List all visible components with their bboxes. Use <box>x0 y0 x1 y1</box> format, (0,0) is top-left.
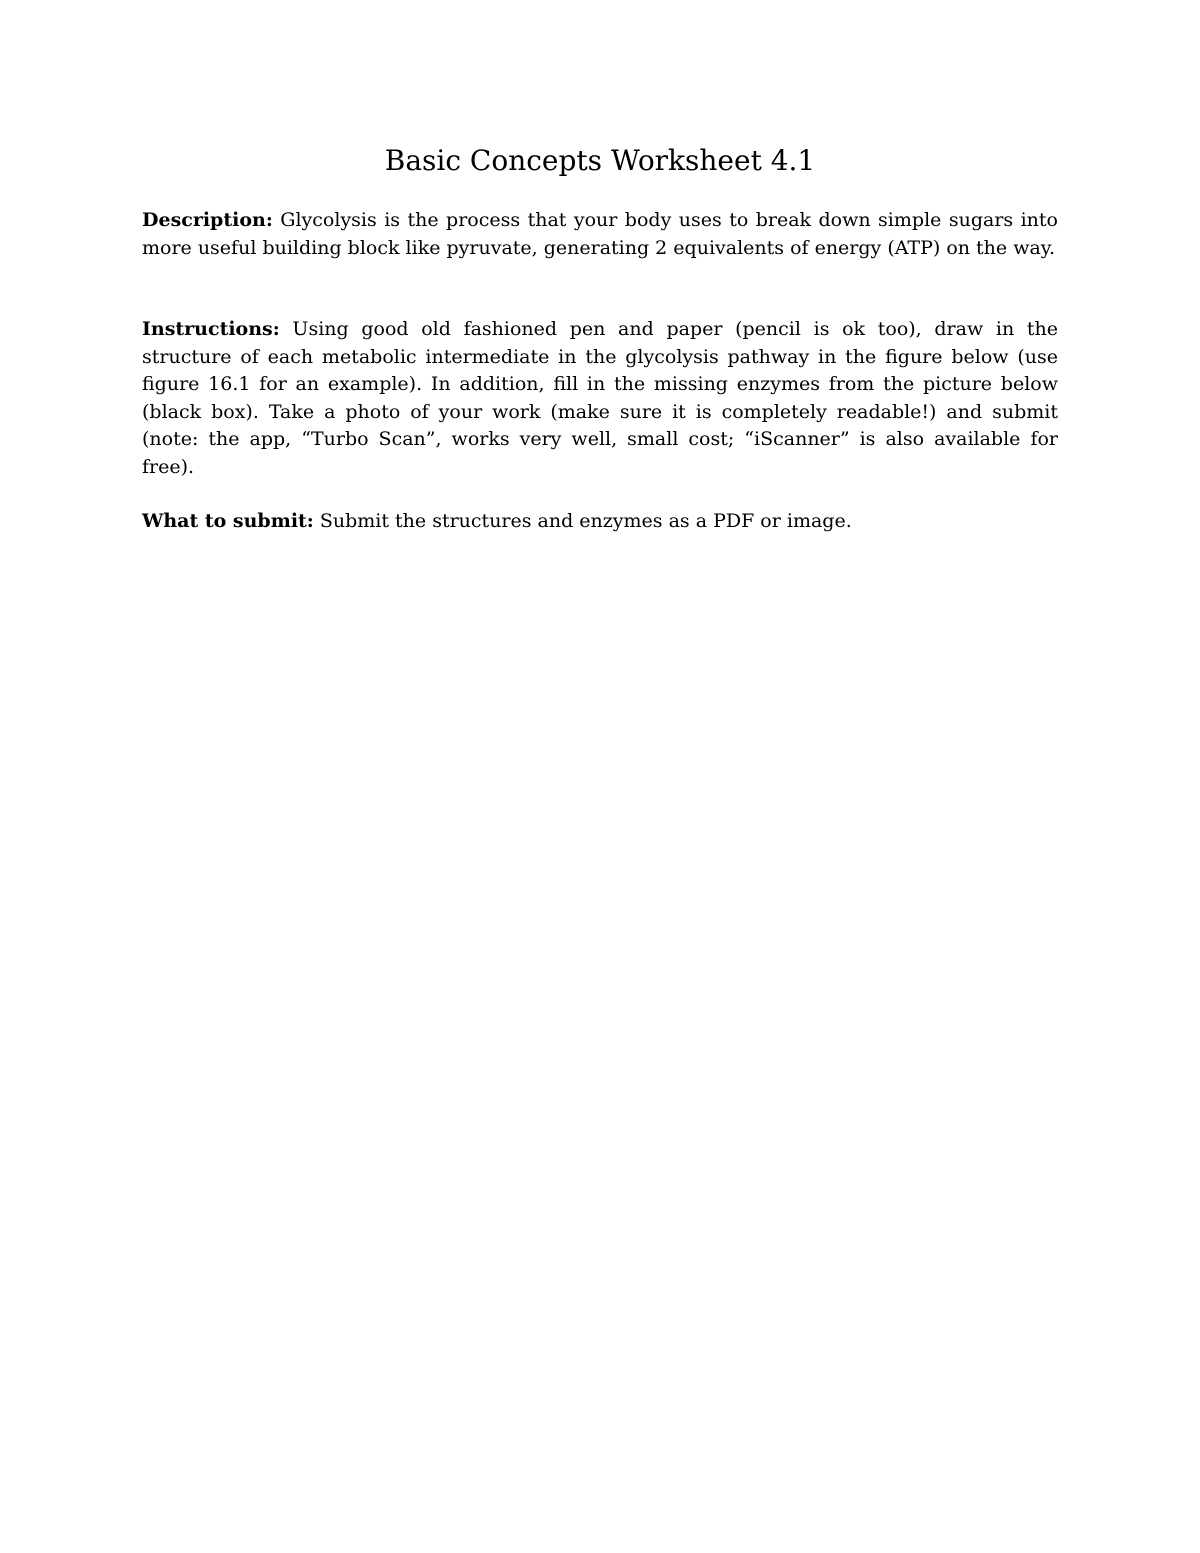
description-paragraph <box>142 207 1058 262</box>
instructions-text: Using good old fashioned pen and paper (pencil is ok too), draw in the structure of each metabolic intermediate in the glycolysis pathway in the figure below (use figure 16.1 for an example). In addition, fill in the missing enzymes from the picture below (black box). Take a photo of your work (make sure it is completely readable!) and submit (note: the app, “Turbo Scan”, works very well, small cost; “iScanner” is also available for free). <box>142 318 1058 478</box>
instructions-label: Instructions: <box>142 318 280 340</box>
what-to-submit-text: Submit the structures and enzymes as a PDF or image. <box>313 510 852 532</box>
page-title: Basic Concepts Worksheet 4.1 <box>384 144 816 177</box>
instructions-paragraph <box>142 316 1058 482</box>
description-label: Description: <box>142 209 273 231</box>
description-text: Glycolysis is the process that your body uses to break down simple sugars into more useful building block like pyruvate, generating 2 equivalents of energy (ATP) on the way. <box>142 209 1058 259</box>
what-to-submit-label: What to submit: <box>142 510 314 532</box>
what-to-submit-paragraph <box>142 508 1058 536</box>
